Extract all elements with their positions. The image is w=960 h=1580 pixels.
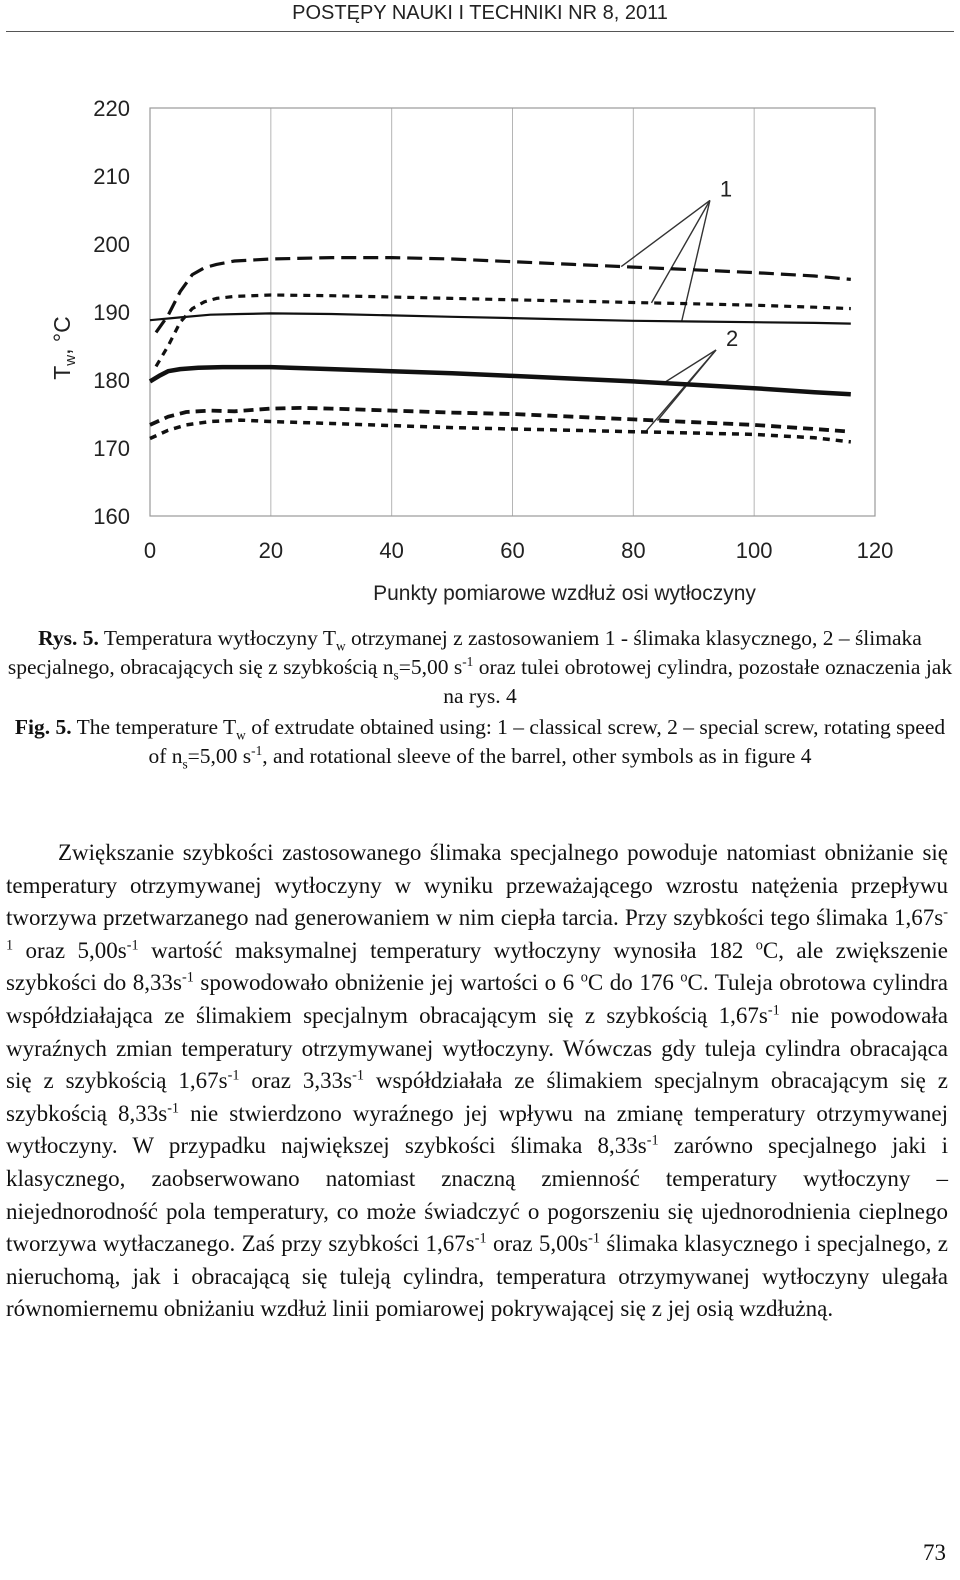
y-tick-label: 160 <box>93 504 130 529</box>
body-seg: nie stwierdzono wyraźnego jej wpływu na zmianę temperatury otrzymywanej wytłoczyny. W przypadku największej szybkości ślimaka 8,33s <box>6 1100 948 1159</box>
y-axis-label <box>49 316 79 380</box>
temperature-chart <box>0 70 960 610</box>
x-tick-label: 80 <box>621 538 646 563</box>
body-seg: nie powodowała wyraźnych zmian temperatury otrzymywanej wytłoczyny. Wówczas gdy tuleja cylindra obracająca się z szybkością 1,67s <box>6 1002 948 1094</box>
annotation-label-1: 1 <box>719 176 733 202</box>
body-sup: -1 <box>588 1230 600 1247</box>
body-seg: spowodowało obniżenie jej wartości o 6 <box>193 970 581 996</box>
body-seg: C do 176 <box>587 970 681 996</box>
series-line-2-4 <box>150 367 851 394</box>
figure-caption-pl <box>6 624 954 711</box>
caption-en-label: Fig. 5. <box>14 715 72 739</box>
caption-pl-label: Rys. 5. <box>38 626 99 650</box>
x-tick-label: 40 <box>379 538 404 563</box>
chart-grid <box>271 108 754 516</box>
body-seg: ślimaka klasycznego i specjalnego, z nieruchomą, jak i obracającą się tuleją cylindra, temperatura otrzymywanej wytłoczyny ulegała równomiernemu obniżaniu wzdłuż linii pomiarowej pokrywającej się z jej osią wzdłużną. <box>6 1231 948 1322</box>
body-sup: o <box>755 937 763 954</box>
x-tick-label: 20 <box>258 538 284 563</box>
body-sup: -1 <box>126 937 139 954</box>
x-tick-label: 0 <box>143 538 157 563</box>
body-sup: o <box>680 969 688 986</box>
figure-caption-en <box>6 713 954 771</box>
annotation-leader-line <box>645 350 716 432</box>
x-tick-label: 100 <box>735 538 773 563</box>
y-tick-label: 170 <box>93 436 130 461</box>
y-axis-label-unit: , °C <box>49 316 75 355</box>
caption-en-sup: -1 <box>251 742 263 758</box>
caption-pl-sub-s: s <box>393 667 399 683</box>
body-seg: zarówno specjalnego jaki i klasycznego, zaobserwowano natomiast znaczną zmienność temperatury wytłoczyny – niejednorodność pola temperatury, co może świadczyć o pogorszeniu się ujednorodnienia cieplnego tworzywa wytłaczanego. Zaś przy szybkości 1,67s <box>6 1133 948 1257</box>
body-sup: -1 <box>182 969 194 986</box>
caption-en-text-2: of extrudate obtained using: 1 – classical screw, 2 – special screw, rotating speed of n <box>148 715 946 768</box>
caption-en-sub-w: w <box>236 727 246 743</box>
header-rule <box>6 31 954 32</box>
body-sup: -1 <box>6 904 948 954</box>
annotation-labels <box>720 176 738 351</box>
body-sup: -1 <box>646 1132 659 1149</box>
page-number: 73 <box>923 1540 946 1565</box>
annotation-leader-line <box>651 200 709 302</box>
body-seg: oraz 3,33s <box>239 1068 353 1094</box>
body-seg: oraz 5,00s <box>13 937 127 963</box>
y-axis-label-sub: w <box>62 354 79 366</box>
caption-pl-text-3: =5,00 s <box>398 655 463 679</box>
chart-series <box>150 258 851 442</box>
y-axis-label-base: T <box>49 365 75 380</box>
running-header: POSTĘPY NAUKI I TECHNIKI NR 8, 2011 <box>292 2 668 24</box>
caption-pl-text-2: otrzymanej z zastosowaniem 1 - ślimaka klasycznego, 2 – ślimaka specjalnego, obracających się z szybkością n <box>7 626 922 679</box>
annotation-leader-line <box>664 350 716 383</box>
y-tick-label: 180 <box>93 368 130 393</box>
body-seg: Zwiększanie szybkości zastosowanego ślimaka specjalnego powoduje natomiast obniżanie się temperatury otrzymywanej wytłoczyny w wyniku przeważającego wzrostu natężenia przepływu tworzywa przetwarzanego nad generowaniem w nim ciepła tarcia. Przy szybkości tego ślimaka 1,67s <box>6 840 948 931</box>
body-paragraph <box>6 837 948 1326</box>
series-line-1-3 <box>150 313 851 323</box>
y-tick-label: 190 <box>93 300 130 325</box>
caption-en-text-3: =5,00 s <box>187 744 252 768</box>
caption-en-text-1: The temperature T <box>71 715 237 739</box>
body-seg: wartość maksymalnej temperatury wytłoczyny wynosiła 182 <box>138 937 756 963</box>
series-line-1-2 <box>156 295 851 366</box>
caption-pl-text-1: Temperatura wytłoczyny T <box>98 626 337 650</box>
x-tick-label: 120 <box>856 538 894 563</box>
annotation-leaders <box>621 200 716 432</box>
body-seg: oraz 5,00s <box>486 1231 589 1257</box>
x-tick-label: 60 <box>500 538 525 563</box>
caption-pl-text-4: oraz tulei obrotowej cylindra, pozostałe oznaczenia jak na rys. 4 <box>443 655 953 708</box>
body-sup: -1 <box>352 1067 364 1084</box>
caption-en-sub-s: s <box>182 756 188 772</box>
y-tick-label: 210 <box>93 164 130 189</box>
y-tick-label: 200 <box>93 232 130 257</box>
caption-pl-sup: -1 <box>462 653 474 669</box>
caption-en-text-4: , and rotational sleeve of the barrel, other symbols as in figure 4 <box>262 744 812 768</box>
body-seg: C, ale zwiększenie szybkości do 8,33s <box>6 937 949 996</box>
annotation-label-2: 2 <box>725 326 739 351</box>
body-sup: -1 <box>167 1100 180 1117</box>
x-axis-label: Punkty pomiarowe wzdłuż osi wytłoczyny <box>373 582 756 605</box>
body-sup: -1 <box>474 1230 487 1247</box>
y-tick-label: 220 <box>93 96 130 121</box>
caption-pl-sub-w: w <box>336 638 346 654</box>
body-seg: współdziałała ze ślimakiem specjalnym obracającym się z szybkością 8,33s <box>6 1068 948 1126</box>
body-sup: -1 <box>227 1067 240 1084</box>
body-seg: C. Tuleja obrotowa cylindra współdziałająca ze ślimakiem specjalnym obracającym się z szybkością 1,67s <box>6 970 948 1028</box>
axis-tick-labels <box>93 96 893 563</box>
body-sup: -1 <box>767 1002 780 1019</box>
body-sup: o <box>580 969 588 986</box>
